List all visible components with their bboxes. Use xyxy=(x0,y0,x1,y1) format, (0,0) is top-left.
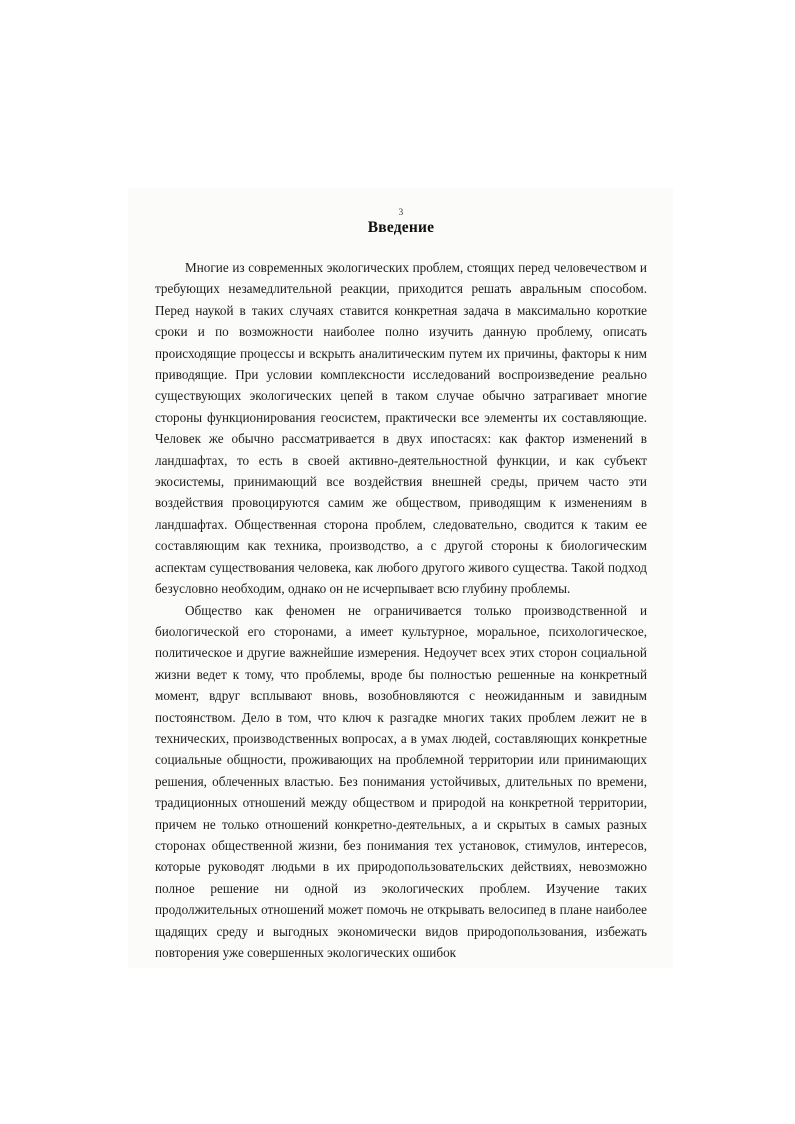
page-number: 3 xyxy=(398,208,404,218)
body-paragraph: Общество как феномен не ограничивается только производственной и биологической его сторонами, а имеет культурное, моральное, психологическое, политическое и другие важнейшие измерения. Недоучет всех этих сторон социальной жизни ведет к тому, что проблемы, вроде бы полностью решенные на конкретный момент, вдруг всплывают вновь, возобновляются с неожиданным и завидным постоянством. Дело в том, что ключ к разгадке многих таких проблем лежит не в технических, производственных вопросах, а в умах людей, составляющих конкретные социальные общности, проживающих на проблемной территории или принимающих решения, облеченных властью. Без понимания устойчивых, длительных по времени, традиционных отношений между обществом и природой на конкретной территории, причем не только отношений конкретно-деятельных, а и скрытых в самых разных сторонах общественной жизни, без понимания тех установок, стимулов, интересов, которые руководят людьми в их природопользовательских действиях, невозможно полное решение ни одной из экологических проблем. Изучение таких продолжительных отношений может помочь не открывать велосипед в плане наиболее щадящих среду и выгодных экономически видов природопользования, избежать повторения уже совершенных экологических ошибок xyxy=(155,602,647,960)
page-title: Введение xyxy=(367,219,435,236)
page-content xyxy=(155,208,647,963)
body-paragraph: Многие из современных экологических проблем, стоящих перед человечеством и требующих незамедлительной реакции, приходится решать авральным способом. Перед наукой в таких случаях ставится конкретная задача в максимально короткие сроки и по возможности наиболее полно изучить данную проблему, описать происходящие процессы и вскрыть аналитическим путем их причины, факторы к ним приводящие. При условии комплексности исследований воспроизведение реально существующих экологических цепей в таком случае обычно затрагивает многие стороны функционирования геосистем, практически все элементы их составляющие. Человек же обычно рассматривается в двух ипостасях: как фактор изменений в ландшафтах, то есть в своей активно-деятельностной функции, и как субъект экосистемы, принимающий все воздействия внешней среды, причем часто эти воздействия провоцируются самим же обществом, приводящим к изменениям в ландшафтах. Общественная сторона проблем, следовательно, сводится к таким ее составляющим как техника, производство, а с другой стороны к биологическим аспектам существования человека, как любого другого живого существа. Такой подход безусловно необходим, однако он не исчерпывает всю глубину проблемы. xyxy=(155,260,647,597)
